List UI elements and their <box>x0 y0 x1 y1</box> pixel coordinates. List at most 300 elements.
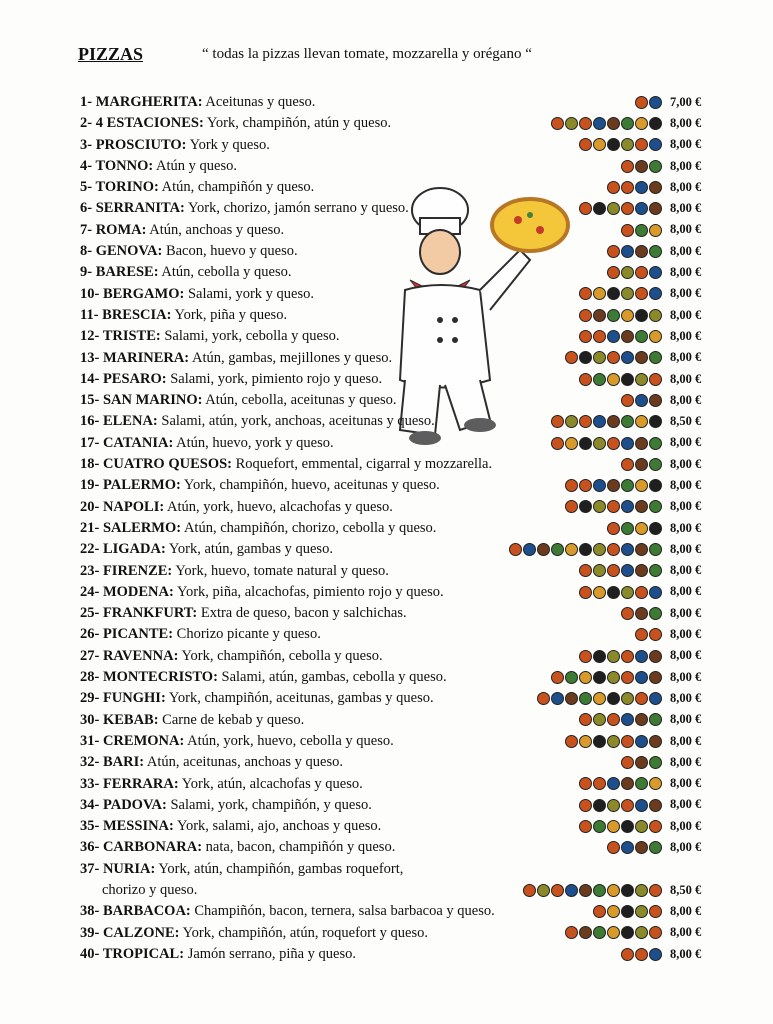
ingredient-icon <box>565 735 578 748</box>
ingredient-icon <box>621 309 634 322</box>
pizza-item <box>80 518 720 539</box>
pizza-list <box>80 92 720 965</box>
pizza-price: 8,00 € <box>670 158 702 173</box>
ingredient-icon <box>593 884 606 897</box>
ingredient-icon <box>607 479 620 492</box>
pizza-price: 8,00 € <box>670 328 702 343</box>
pizza-price: 8,00 € <box>670 307 702 322</box>
pizza-name: 6- SERRANITA: <box>80 200 185 217</box>
ingredient-icons <box>579 650 662 663</box>
pizza-item <box>80 624 720 645</box>
ingredient-icon <box>565 437 578 450</box>
pizza-name: 20- NAPOLI: <box>80 498 165 515</box>
pizza-name: 29- FUNGHI: <box>80 690 166 707</box>
pizza-ingredients: Salami, york, pimiento rojo y queso. <box>170 370 383 387</box>
ingredient-icon <box>565 926 578 939</box>
ingredient-icon <box>649 500 662 513</box>
ingredient-icon <box>649 479 662 492</box>
ingredient-icon <box>621 394 634 407</box>
ingredient-icon <box>579 479 592 492</box>
ingredient-icon <box>593 287 606 300</box>
ingredient-icon <box>649 522 662 535</box>
ingredient-icon <box>593 500 606 513</box>
ingredient-icon <box>649 373 662 386</box>
ingredient-icon <box>635 777 648 790</box>
pizza-item <box>80 582 720 603</box>
pizza-ingredients: Extra de queso, bacon y salchichas. <box>200 605 407 622</box>
ingredient-icon <box>649 650 662 663</box>
pizza-ingredients: York y queso. <box>189 136 270 153</box>
menu-header <box>78 44 532 65</box>
ingredient-icon <box>593 373 606 386</box>
ingredient-icon <box>593 586 606 599</box>
ingredient-icon <box>509 543 522 556</box>
pizza-name: 3- PROSCIUTO: <box>80 136 187 153</box>
pizza-price: 8,00 € <box>670 946 702 961</box>
pizza-ingredients: Salami, york y queso. <box>187 285 314 302</box>
ingredient-icon <box>635 948 648 961</box>
ingredient-icon <box>551 543 564 556</box>
ingredient-icon <box>649 351 662 364</box>
pizza-price: 8,00 € <box>670 222 702 237</box>
ingredient-icon <box>649 96 662 109</box>
ingredient-icon <box>607 351 620 364</box>
pizza-name: 22- LIGADA: <box>80 541 166 558</box>
pizza-ingredients: Aceitunas y queso. <box>205 94 316 110</box>
ingredient-icon <box>579 138 592 151</box>
pizza-name: 25- FRANKFURT: <box>80 605 198 622</box>
pizza-ingredients: Atún y queso. <box>156 157 237 174</box>
ingredient-icon <box>635 287 648 300</box>
pizza-item <box>80 156 720 177</box>
ingredient-icon <box>649 181 662 194</box>
ingredient-icons <box>621 458 662 471</box>
ingredient-icon <box>635 607 648 620</box>
ingredient-icons <box>621 607 662 620</box>
ingredient-icon <box>649 138 662 151</box>
ingredient-icon <box>635 543 648 556</box>
ingredient-icon <box>621 756 634 769</box>
pizza-price: 8,00 € <box>670 265 702 280</box>
pizza-price: 8,00 € <box>670 840 702 855</box>
ingredient-icon <box>621 926 634 939</box>
pizza-ingredients: Salami, york, champiñón, y queso. <box>170 796 372 813</box>
ingredient-icon <box>621 713 634 726</box>
ingredient-icon <box>593 138 606 151</box>
pizza-name: 32- BARI: <box>80 754 145 771</box>
pizza-name: 30- KEBAB: <box>80 711 159 728</box>
pizza-name: 31- CREMONA: <box>80 732 185 749</box>
ingredient-icon <box>593 671 606 684</box>
section-title: PIZZAS <box>78 44 144 64</box>
pizza-price: 8,00 € <box>670 137 702 152</box>
pizza-ingredients: nata, bacon, champiñón y queso. <box>205 839 396 856</box>
ingredient-icon <box>579 777 592 790</box>
ingredient-icon <box>621 479 634 492</box>
pizza-item <box>80 561 720 582</box>
ingredient-icon <box>621 607 634 620</box>
pizza-price: 8,00 € <box>670 797 702 812</box>
pizza-ingredients: York, champiñón, cebolla y queso. <box>181 647 383 664</box>
pizza-ingredients: York, champiñón, aceitunas, gambas y queso. <box>168 690 434 707</box>
ingredient-icon <box>621 543 634 556</box>
pizza-ingredients: Atún, cebolla y queso. <box>161 264 292 281</box>
ingredient-icon <box>607 735 620 748</box>
ingredient-icon <box>593 799 606 812</box>
ingredient-icon <box>593 564 606 577</box>
ingredient-icon <box>579 330 592 343</box>
ingredient-icon <box>537 543 550 556</box>
ingredient-icons <box>537 692 662 705</box>
pizza-item <box>80 390 720 411</box>
pizza-item <box>80 348 720 369</box>
pizza-name: 19- PALERMO: <box>80 477 181 494</box>
ingredient-icon <box>607 713 620 726</box>
ingredient-icons <box>551 117 662 130</box>
pizza-name: 14- PESARO: <box>80 370 167 387</box>
pizza-item <box>80 135 720 156</box>
ingredient-icons <box>565 735 662 748</box>
ingredient-icon <box>621 224 634 237</box>
ingredient-icon <box>579 713 592 726</box>
pizza-ingredients: Atún, york, huevo, cebolla y queso. <box>187 732 394 749</box>
pizza-ingredients: Bacon, huevo y queso. <box>165 243 298 260</box>
ingredient-icon <box>607 287 620 300</box>
ingredient-icon <box>649 266 662 279</box>
ingredient-icon <box>537 884 550 897</box>
pizza-price: 8,00 € <box>670 563 702 578</box>
ingredient-icons <box>621 160 662 173</box>
ingredient-icon <box>621 202 634 215</box>
ingredient-icon <box>607 884 620 897</box>
ingredient-icon <box>593 820 606 833</box>
ingredient-icon <box>607 926 620 939</box>
ingredient-icon <box>593 351 606 364</box>
ingredient-icons <box>607 522 662 535</box>
ingredient-icon <box>607 777 620 790</box>
pizza-ingredients: Champiñón, bacon, ternera, salsa barbacoa y queso. <box>194 903 495 920</box>
ingredient-icon <box>635 309 648 322</box>
pizza-ingredients: York, champiñón, atún y queso. <box>206 115 392 132</box>
ingredient-icon <box>635 330 648 343</box>
ingredient-icon <box>635 735 648 748</box>
ingredient-icon <box>579 500 592 513</box>
ingredient-icon <box>635 245 648 258</box>
pizza-name: 7- ROMA: <box>80 221 147 238</box>
pizza-item <box>80 688 720 709</box>
ingredient-icon <box>579 351 592 364</box>
ingredient-icons <box>579 330 662 343</box>
pizza-item <box>80 752 720 773</box>
pizza-item <box>80 475 720 496</box>
ingredient-icon <box>621 884 634 897</box>
ingredient-icon <box>593 543 606 556</box>
ingredient-icons <box>509 543 662 556</box>
ingredient-icon <box>607 500 620 513</box>
ingredient-icons <box>579 799 662 812</box>
ingredient-icons <box>607 841 662 854</box>
pizza-name: 34- PADOVA: <box>80 796 167 813</box>
ingredient-icon <box>593 777 606 790</box>
ingredient-icon <box>649 543 662 556</box>
ingredient-icon <box>551 117 564 130</box>
pizza-item <box>80 262 720 283</box>
ingredient-icon <box>635 181 648 194</box>
ingredient-icon <box>649 799 662 812</box>
ingredient-icon <box>523 884 536 897</box>
ingredient-icon <box>593 415 606 428</box>
pizza-item <box>80 646 720 667</box>
pizza-price: 8,00 € <box>670 925 702 940</box>
pizza-ingredients: York, huevo, tomate natural y queso. <box>175 562 389 579</box>
ingredient-icon <box>635 522 648 535</box>
ingredient-icon <box>593 692 606 705</box>
pizza-item <box>80 284 720 305</box>
ingredient-icon <box>649 160 662 173</box>
ingredient-icon <box>607 437 620 450</box>
pizza-price: 8,00 € <box>670 478 702 492</box>
ingredient-icon <box>649 309 662 322</box>
pizza-price: 8,00 € <box>670 435 702 450</box>
ingredient-icon <box>607 564 620 577</box>
ingredient-icon <box>565 415 578 428</box>
ingredient-icon <box>621 458 634 471</box>
ingredient-icon <box>607 799 620 812</box>
ingredient-icon <box>649 841 662 854</box>
ingredient-icon <box>551 437 564 450</box>
ingredient-icon <box>579 650 592 663</box>
pizza-name: 15- SAN MARINO: <box>80 392 203 409</box>
pizza-name: 24- MODENA: <box>80 583 174 600</box>
ingredient-icons <box>551 437 662 450</box>
pizza-price: 8,00 € <box>670 286 702 301</box>
ingredient-icon <box>579 586 592 599</box>
pizza-price: 8,00 € <box>670 903 702 918</box>
pizza-price: 8,00 € <box>670 179 702 194</box>
pizza-price: 8,00 € <box>670 669 702 684</box>
ingredient-icon <box>593 309 606 322</box>
ingredient-icon <box>649 692 662 705</box>
ingredient-icon <box>537 692 550 705</box>
pizza-name: 18- CUATRO QUESOS: <box>80 456 232 473</box>
ingredient-icon <box>649 671 662 684</box>
ingredient-icons <box>621 756 662 769</box>
pizza-price: 8,00 € <box>670 371 702 386</box>
ingredient-icons <box>621 394 662 407</box>
ingredient-icons <box>593 905 662 918</box>
pizza-ingredients: Jamón serrano, piña y queso. <box>187 945 357 962</box>
ingredient-icons <box>551 415 662 428</box>
ingredient-icon <box>621 266 634 279</box>
ingredient-icon <box>579 415 592 428</box>
ingredient-icon <box>607 586 620 599</box>
pizza-item <box>80 198 720 219</box>
ingredient-icon <box>621 330 634 343</box>
ingredient-icon <box>607 415 620 428</box>
ingredient-icon <box>579 820 592 833</box>
ingredient-icon <box>649 394 662 407</box>
pizza-ingredients: York, atún, champiñón, gambas roquefort, <box>158 860 404 877</box>
ingredient-icon <box>621 415 634 428</box>
ingredient-icon <box>621 799 634 812</box>
ingredient-icon <box>649 287 662 300</box>
pizza-item <box>80 177 720 198</box>
pizza-price: 8,00 € <box>670 584 702 599</box>
ingredient-icon <box>607 117 620 130</box>
pizza-price: 8,50 € <box>670 882 702 897</box>
ingredient-icon <box>593 330 606 343</box>
ingredient-icon <box>621 500 634 513</box>
ingredient-icon <box>607 138 620 151</box>
ingredient-icon <box>551 692 564 705</box>
ingredient-icon <box>607 522 620 535</box>
pizza-price: 8,00 € <box>670 520 702 535</box>
pizza-price: 8,00 € <box>670 541 702 556</box>
ingredient-icon <box>635 458 648 471</box>
pizza-ingredients: Atún, huevo, york y queso. <box>176 434 334 451</box>
ingredient-icon <box>621 820 634 833</box>
ingredient-icons <box>579 202 662 215</box>
pizza-name: 33- FERRARA: <box>80 775 179 792</box>
ingredient-icon <box>649 607 662 620</box>
pizza-price: 8,00 € <box>670 392 702 407</box>
ingredient-icon <box>635 394 648 407</box>
ingredient-icon <box>635 96 648 109</box>
ingredient-icon <box>579 564 592 577</box>
ingredient-icons <box>579 564 662 577</box>
ingredient-icon <box>635 224 648 237</box>
pizza-item <box>80 369 720 390</box>
pizza-ingredients: York, piña, alcachofas, pimiento rojo y queso. <box>176 583 444 600</box>
ingredient-icon <box>649 926 662 939</box>
pizza-price: 8,00 € <box>670 605 702 620</box>
ingredient-icon <box>593 117 606 130</box>
ingredient-icon <box>579 543 592 556</box>
ingredient-icon <box>635 884 648 897</box>
ingredient-icon <box>635 266 648 279</box>
ingredient-icons <box>551 671 662 684</box>
ingredient-icon <box>607 181 620 194</box>
pizza-item <box>80 901 720 922</box>
ingredient-icon <box>621 117 634 130</box>
pizza-name: 10- BERGAMO: <box>80 285 185 302</box>
ingredient-icon <box>635 160 648 173</box>
pizza-name: 37- NURIA: <box>80 860 156 877</box>
pizza-ingredients: York, champiñón, atún, roquefort y queso. <box>182 924 428 941</box>
ingredient-icon <box>565 479 578 492</box>
ingredient-icon <box>621 564 634 577</box>
pizza-item <box>80 944 720 965</box>
pizza-ingredients: Salami, atún, york, anchoas, aceitunas y queso. <box>161 413 435 430</box>
ingredient-icon <box>551 884 564 897</box>
ingredient-icon <box>621 160 634 173</box>
ingredient-icon <box>607 309 620 322</box>
ingredient-icon <box>635 841 648 854</box>
pizza-price: 8,00 € <box>670 243 702 258</box>
pizza-ingredients-continued: chorizo y queso. <box>102 881 198 898</box>
ingredient-icon <box>579 671 592 684</box>
ingredient-icon <box>607 202 620 215</box>
pizza-name: 4- TONNO: <box>80 157 154 174</box>
ingredient-icon <box>649 884 662 897</box>
ingredient-icons <box>565 351 662 364</box>
pizza-ingredients: York, champiñón, huevo, aceitunas y queso. <box>183 477 440 494</box>
pizza-name: 40- TROPICAL: <box>80 945 185 962</box>
pizza-name: 21- SALERMO: <box>80 519 182 536</box>
pizza-ingredients: Atún, cebolla, aceitunas y queso. <box>205 392 397 409</box>
ingredient-icon <box>551 415 564 428</box>
ingredient-icon <box>649 713 662 726</box>
ingredient-icon <box>579 117 592 130</box>
ingredient-icon <box>621 181 634 194</box>
pizza-ingredients: York, chorizo, jamón serrano y queso. <box>187 200 409 217</box>
ingredient-icon <box>607 266 620 279</box>
ingredient-icon <box>579 309 592 322</box>
ingredient-icon <box>635 500 648 513</box>
pizza-price: 8,00 € <box>670 627 702 642</box>
pizza-name: 12- TRISTE: <box>80 328 161 345</box>
ingredient-icon <box>649 564 662 577</box>
ingredient-icons <box>579 713 662 726</box>
ingredient-icon <box>621 287 634 300</box>
ingredient-icon <box>635 628 648 641</box>
ingredient-icons <box>579 373 662 386</box>
ingredient-icon <box>565 117 578 130</box>
pizza-name: 13- MARINERA: <box>80 349 190 366</box>
ingredient-icon <box>635 671 648 684</box>
ingredient-icon <box>593 905 606 918</box>
ingredient-icon <box>649 437 662 450</box>
ingredient-icon <box>607 692 620 705</box>
ingredient-icon <box>607 650 620 663</box>
pizza-item <box>80 113 720 134</box>
ingredient-icons <box>579 586 662 599</box>
ingredient-icon <box>649 330 662 343</box>
ingredient-icon <box>621 351 634 364</box>
ingredient-icon <box>621 650 634 663</box>
ingredient-icon <box>635 650 648 663</box>
section-note: “ todas la pizzas llevan tomate, mozzarella y orégano “ <box>202 46 532 62</box>
ingredient-icon <box>579 799 592 812</box>
pizza-item <box>80 411 720 432</box>
ingredient-icon <box>635 437 648 450</box>
ingredient-icons <box>607 181 662 194</box>
pizza-name: 16- ELENA: <box>80 413 158 430</box>
ingredient-icon <box>593 202 606 215</box>
pizza-item <box>80 497 720 518</box>
ingredient-icon <box>635 905 648 918</box>
ingredient-icon <box>565 351 578 364</box>
ingredient-icons <box>565 479 662 492</box>
pizza-name: 27- RAVENNA: <box>80 647 179 664</box>
ingredient-icon <box>621 692 634 705</box>
ingredient-icon <box>649 735 662 748</box>
pizza-price: 8,00 € <box>670 115 702 130</box>
ingredient-icon <box>649 245 662 258</box>
ingredient-icon <box>649 820 662 833</box>
ingredient-icons <box>565 500 662 513</box>
pizza-price: 8,00 € <box>670 201 702 216</box>
ingredient-icon <box>635 117 648 130</box>
ingredient-icon <box>649 458 662 471</box>
ingredient-icon <box>621 905 634 918</box>
ingredient-icons <box>607 266 662 279</box>
ingredient-icons <box>621 948 662 961</box>
pizza-ingredients: Atún, anchoas y queso. <box>149 221 285 238</box>
ingredient-icon <box>621 735 634 748</box>
pizza-ingredients: Salami, atún, gambas, cebolla y queso. <box>221 669 447 686</box>
pizza-item <box>80 92 720 113</box>
